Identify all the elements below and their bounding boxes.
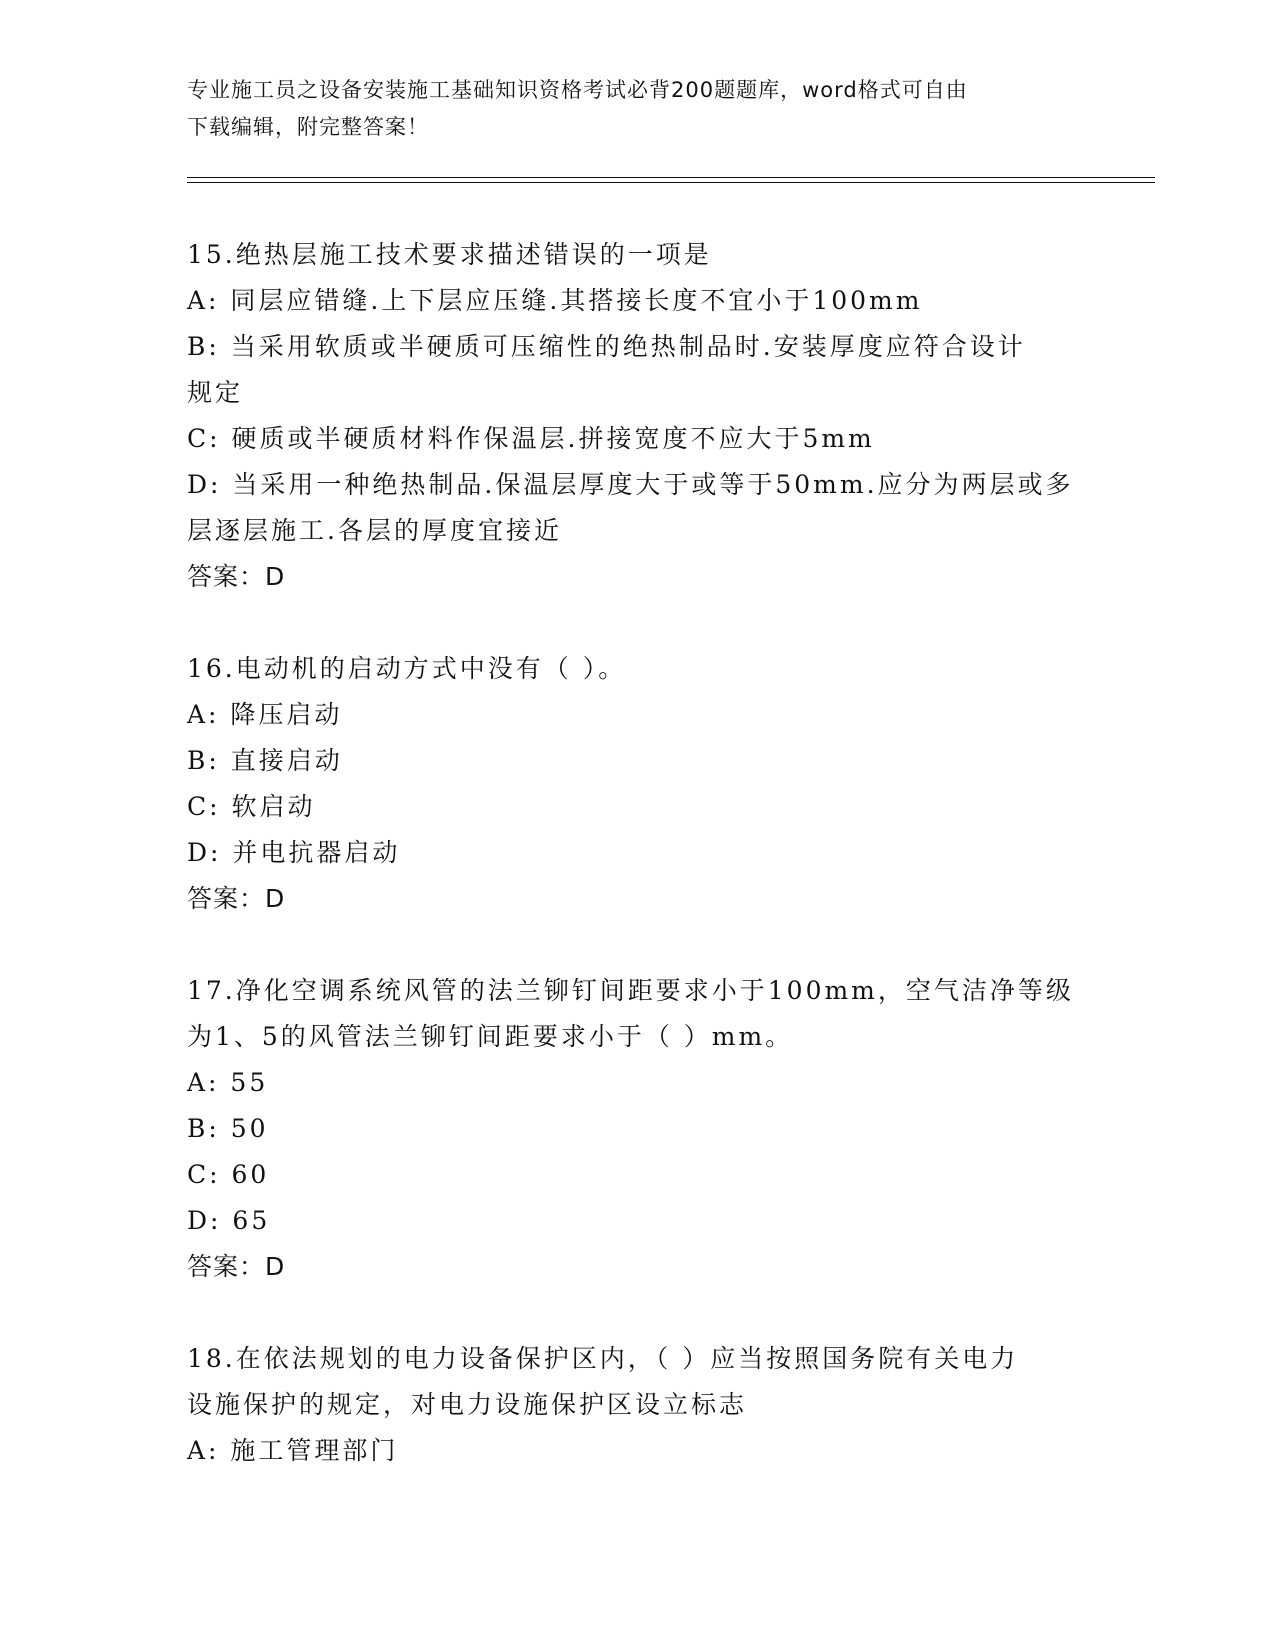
option-c: C: 软启动 [187,792,316,821]
header-line-2: 下载编辑，附完整答案！ [187,115,429,139]
option-a: A: 施工管理部门 [187,1436,399,1465]
question-16 [187,646,1087,922]
question-stem: 17.净化空调系统风管的法兰铆钉间距要求小于100mm，空气洁净等级 [187,976,1074,1005]
answer: 答案：D [187,1252,286,1281]
option-b: B: 当采用软质或半硬质可压缩性的绝热制品时.安装厚度应符合设计 [187,332,1026,361]
question-stem: 18.在依法规划的电力设备保护区内，（ ）应当按照国务院有关电力 [187,1344,1019,1373]
question-stem: 15.绝热层施工技术要求描述错误的一项是 [187,240,712,269]
option-d: D: 并电抗器启动 [187,838,401,867]
option-b: B: 50 [187,1114,269,1143]
question-stem: 16.电动机的启动方式中没有（ ）。 [187,654,627,683]
header-divider-second [187,182,1155,183]
question-15 [187,232,1087,600]
question-17 [187,968,1087,1290]
question-18 [187,1336,1087,1474]
answer: 答案：D [187,562,286,591]
question-list [187,232,1087,1520]
header-line-1: 专业施工员之设备安装施工基础知识资格考试必背200题题库，word格式可自由 [187,78,968,102]
document-header [187,72,1087,146]
option-c: C: 60 [187,1160,270,1189]
question-stem-continued: 为1、5的风管法兰铆钉间距要求小于（ ）mm。 [187,1022,794,1051]
option-d: D: 65 [187,1206,271,1235]
option-a: A: 55 [187,1068,269,1097]
header-divider [187,177,1155,178]
option-b-continued: 规定 [187,378,244,407]
option-b: B: 直接启动 [187,746,343,775]
option-d: D: 当采用一种绝热制品.保温层厚度大于或等于50mm.应分为两层或多 [187,470,1074,499]
question-stem-continued: 设施保护的规定，对电力设施保护区设立标志 [187,1390,748,1419]
option-a: A: 降压启动 [187,700,343,729]
option-c: C: 硬质或半硬质材料作保温层.拼接宽度不应大于5mm [187,424,875,453]
answer: 答案：D [187,884,286,913]
option-d-continued: 层逐层施工.各层的厚度宜接近 [187,516,562,545]
option-a: A: 同层应错缝.上下层应压缝.其搭接长度不宜小于100mm [187,286,923,315]
